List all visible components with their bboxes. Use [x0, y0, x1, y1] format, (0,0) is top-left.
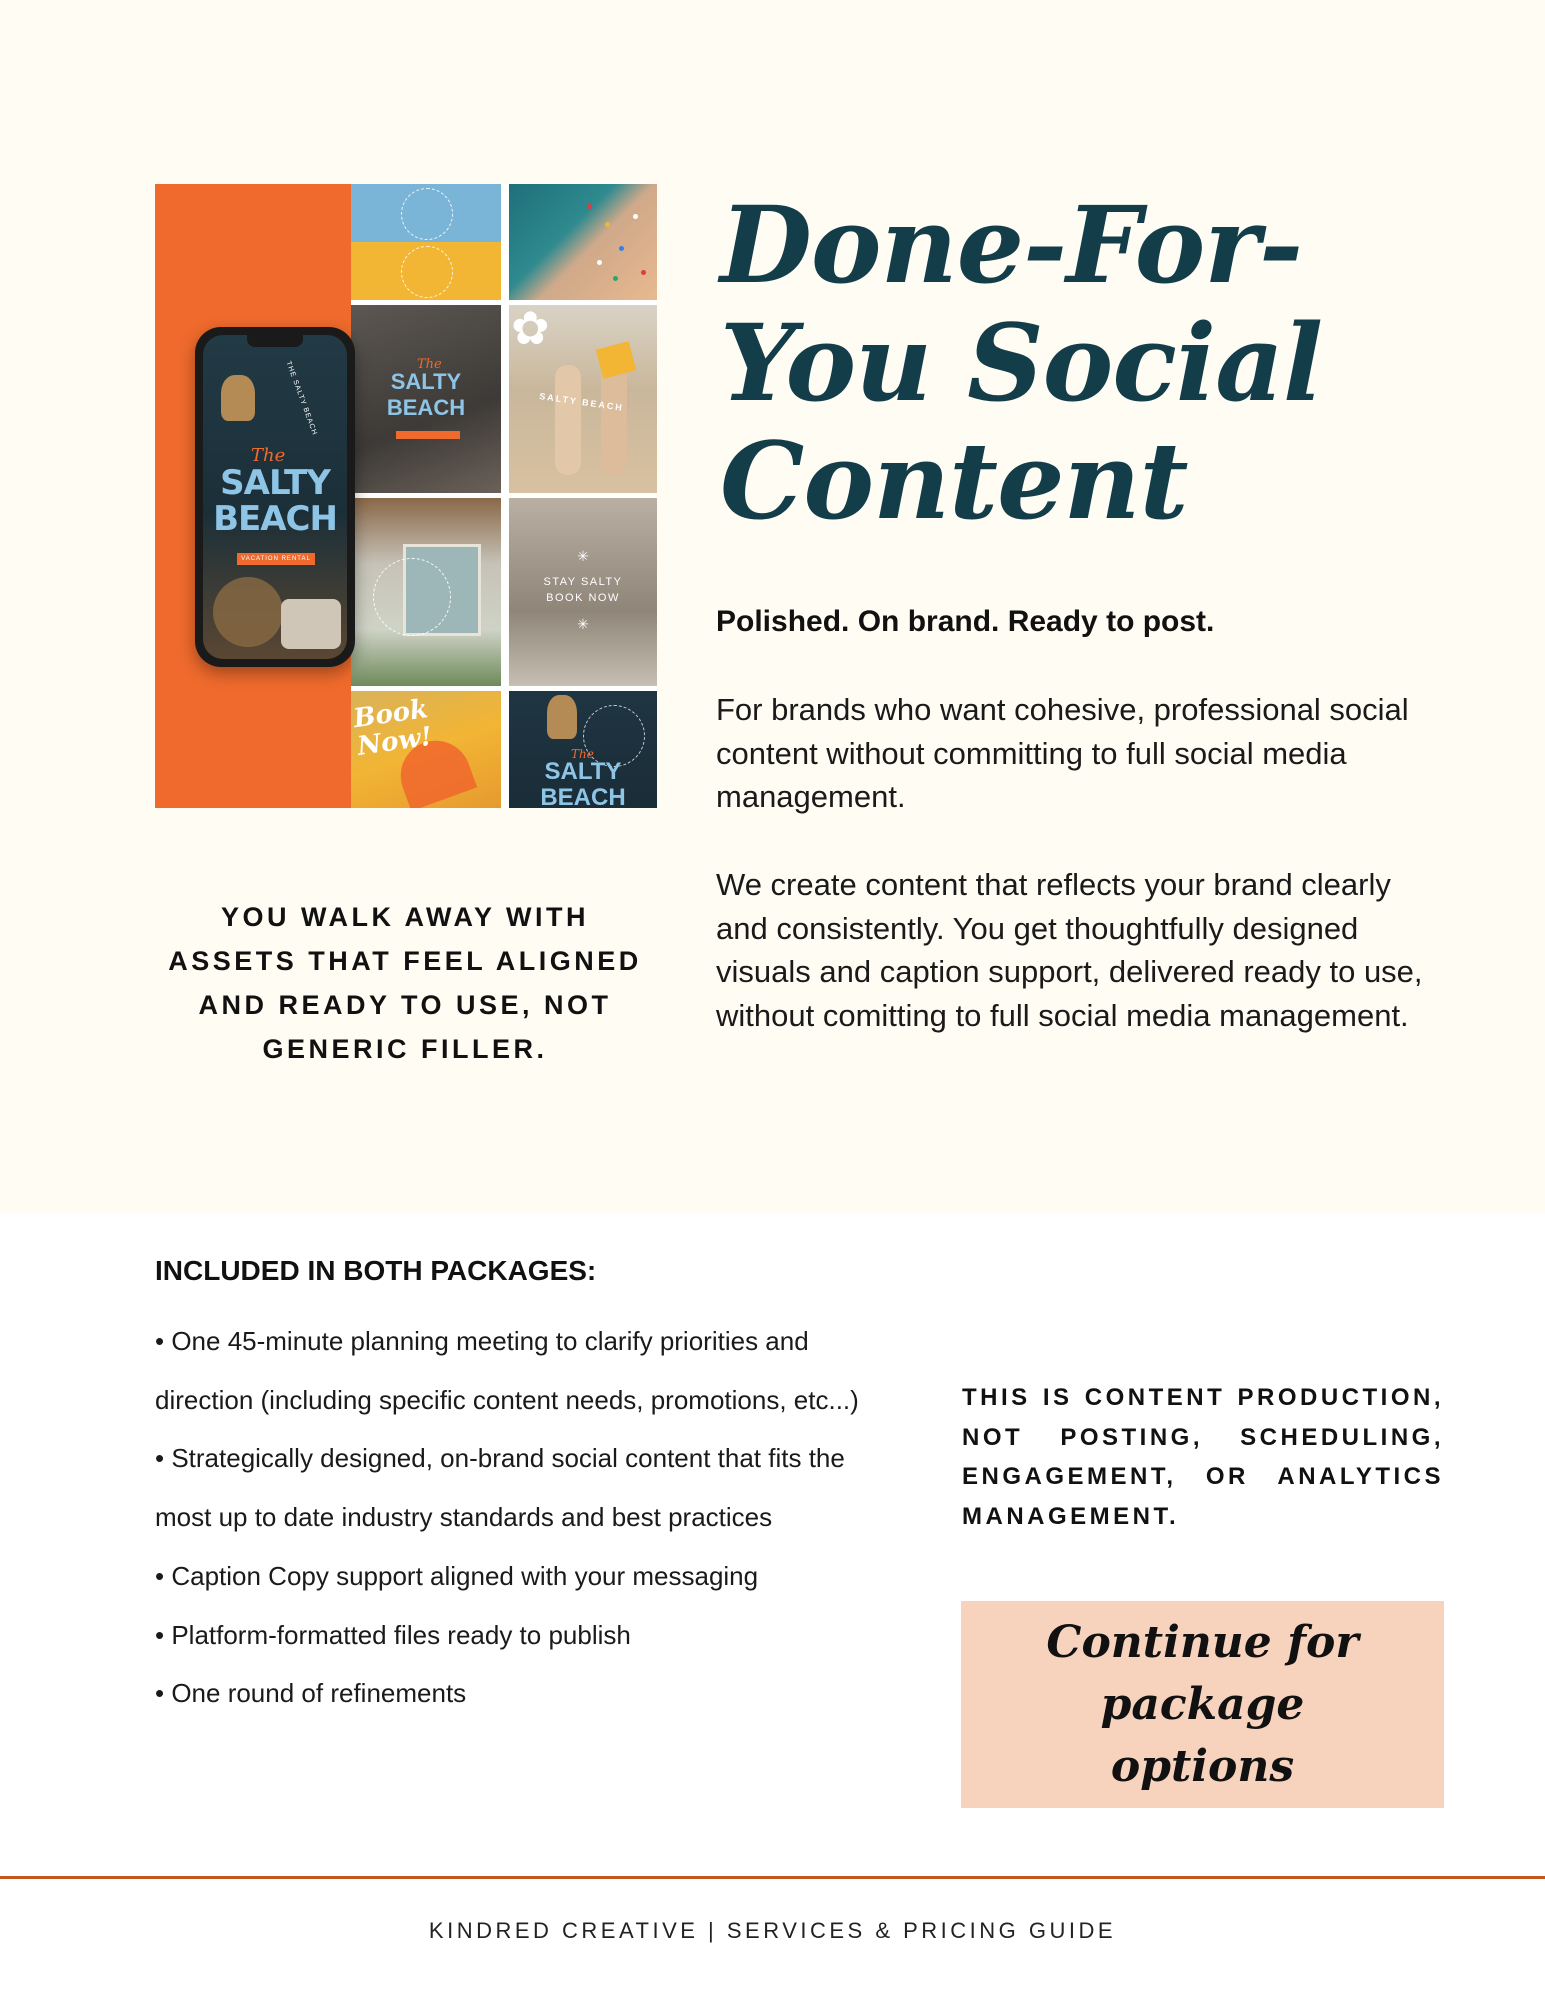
post-pill — [396, 431, 460, 439]
walkaway-statement: YOU WALK AWAY WITH ASSETS THAT FEEL ALIGNED AND READY TO USE, NOT GENERIC FILLER. — [168, 902, 642, 1064]
footer-divider — [0, 1876, 1545, 1879]
stay-salty-post — [509, 498, 657, 686]
phone-script-the: The — [251, 445, 286, 466]
phone-screen — [203, 335, 347, 659]
post-text: SALTY BEACH — [538, 391, 625, 413]
beach-women-post — [509, 305, 657, 493]
logo-ring-icon — [373, 558, 451, 636]
person-figure — [555, 365, 581, 475]
basket-shape — [213, 577, 283, 647]
list-item: • Strategically designed, on-brand social content that fits the most up to date industry standards and best practices — [155, 1443, 845, 1533]
post-script-the: The — [417, 357, 442, 372]
list-item: • One 45-minute planning meeting to clarify priorities and direction (including specific content needs, promotions, etc...) — [155, 1326, 859, 1415]
phone-brand: SALTY BEACH — [213, 463, 337, 539]
umbrella-dot — [619, 246, 624, 251]
sparkle-icon: ✳ — [577, 616, 589, 632]
continue-button-label: Continue for package options — [1046, 1616, 1359, 1792]
phone-mockup — [195, 327, 355, 667]
sparkle-icon: ✳ — [577, 548, 589, 564]
umbrella-dot — [613, 276, 618, 281]
book-now-text: Book Now! — [351, 694, 434, 762]
phone-pill: VACATION RENTAL — [237, 553, 315, 565]
post-script-the: The — [571, 747, 594, 761]
included-heading: INCLUDED IN BOTH PACKAGES: — [155, 1255, 597, 1286]
stay-line-1: STAY SALTY — [543, 576, 623, 588]
stay-line-2: BOOK NOW — [546, 592, 620, 604]
social-content-collage — [155, 184, 657, 808]
page-title: Done-For-You Social Content — [720, 182, 1323, 543]
aerial-beach-photo — [509, 184, 657, 300]
scope-notice: THIS IS CONTENT PRODUCTION, NOT POSTING, SCHEDULING, ENGAGEMENT, OR ANALYTICS MANAGEMENT. — [962, 1384, 1444, 1530]
logo-ring-icon — [401, 246, 453, 298]
umbrella-dot — [605, 222, 610, 227]
list-item: • One round of refinements — [155, 1678, 467, 1709]
included-list — [155, 1312, 875, 1723]
footer-text: KINDRED CREATIVE | SERVICES & PRICING GUIDE — [428, 1918, 1117, 1943]
pillow-shape — [281, 599, 341, 649]
continue-button[interactable] — [961, 1601, 1444, 1808]
list-item: • Platform-formatted files ready to publish — [155, 1619, 631, 1650]
tagline: Polished. On brand. Ready to post. — [716, 605, 1215, 638]
post-brand: SALTY BEACH — [386, 369, 466, 420]
list-item: • Caption Copy support aligned with your messaging — [155, 1560, 759, 1591]
yellow-board — [596, 341, 637, 379]
lamp-shape — [547, 695, 577, 739]
intro-paragraph-1: For brands who want cohesive, professional social content without committing to full social media management. — [716, 692, 1409, 814]
house-photo-post — [351, 498, 501, 686]
umbrella-dot — [587, 204, 592, 209]
phone-notch — [247, 335, 303, 347]
logo-ring-icon — [401, 188, 453, 240]
umbrella-dot — [641, 270, 646, 275]
night-interior-post — [509, 691, 657, 808]
umbrella-dot — [597, 260, 602, 265]
beach-logo-tile — [351, 184, 501, 300]
stay-salty-text — [509, 574, 657, 606]
umbrella-dot — [633, 214, 638, 219]
book-now-post — [351, 691, 501, 808]
phone-arc-text: THE SALTY BEACH — [285, 360, 319, 437]
post-brand: SALTY BEACH — [540, 758, 626, 808]
lamp-shape — [221, 375, 255, 421]
intro-paragraph-2: We create content that reflects your brand clearly and consistently. You get thoughtfully designed visuals and caption support, delivered ready to use, without comitting to full social media management. — [716, 867, 1423, 1033]
dark-sand-post — [351, 305, 501, 493]
flower-star-icon: ✿ — [511, 305, 550, 354]
